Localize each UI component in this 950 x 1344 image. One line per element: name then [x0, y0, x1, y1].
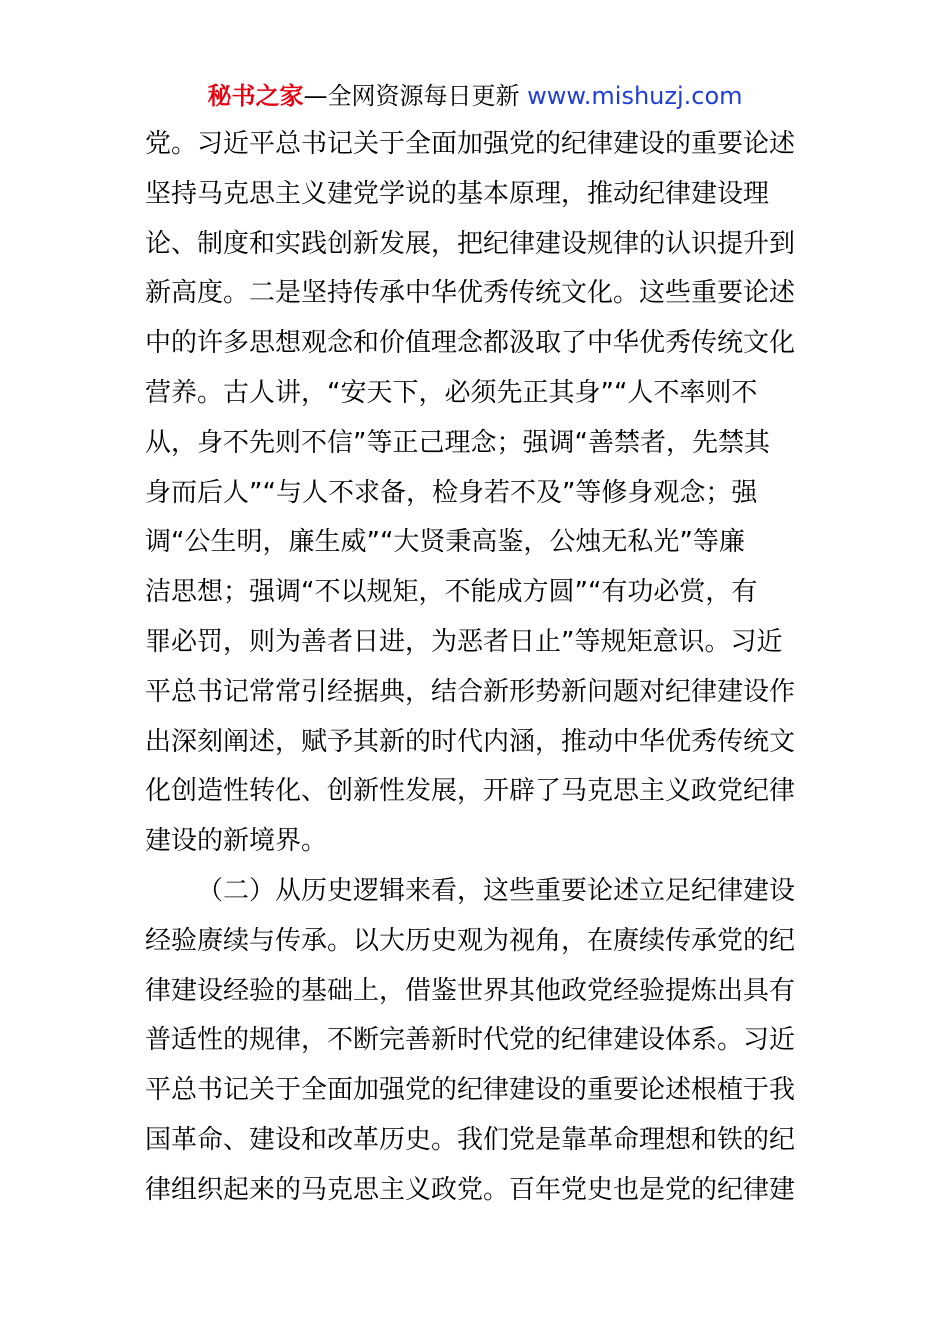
text-line: 律组织起来的马克思主义政党。百年党史也是党的纪律建 [145, 1174, 796, 1205]
text-line: 律建设经验的基础上，借鉴世界其他政党经验提炼出具有 [145, 975, 796, 1006]
text-line: 出深刻阐述，赋予其新的时代内涵，推动中华优秀传统文 [145, 726, 796, 757]
text-line: 平总书记关于全面加强党的纪律建设的重要论述根植于我 [145, 1075, 796, 1106]
text-line: 论、制度和实践创新发展，把纪律建设规律的认识提升到 [145, 228, 796, 259]
text-line: 化创造性转化、创新性发展，开辟了马克思主义政党纪律 [145, 776, 796, 807]
text-line: 中的许多思想观念和价值理念都汲取了中华优秀传统文化 [145, 328, 796, 359]
text-line: 国革命、建设和改革历史。我们党是靠革命理想和铁的纪 [145, 1124, 796, 1155]
site-brand: 秘书之家 [207, 82, 304, 110]
text-line: 普适性的规律，不断完善新时代党的纪律建设体系。习近 [145, 1025, 796, 1056]
text-line: 洁思想；强调“不以规矩，不能成方圆”“有功必赏，有 [145, 577, 758, 608]
text-line: 新高度。二是坚持传承中华优秀传统文化。这些重要论述 [145, 278, 796, 309]
site-header [0, 80, 950, 112]
text-line: 调“公生明，廉生威”“大贤秉高鉴，公烛无私光”等廉 [145, 527, 745, 558]
document-body [145, 120, 809, 1216]
text-line: 从，身不先则不信”等正己理念；强调“善禁者，先禁其 [145, 427, 770, 458]
text-line: 经验赓续与传承。以大历史观为视角，在赓续传承党的纪 [145, 925, 796, 956]
text-line: 身而后人”“与人不求备，检身若不及”等修身观念；强 [145, 477, 758, 508]
text-line: 营养。古人讲，“安天下，必须先正其身”“人不率则不 [145, 377, 758, 408]
text-line: 建设的新境界。 [145, 826, 328, 857]
text-line: 坚持马克思主义建党学说的基本原理，推动纪律建设理 [145, 178, 770, 209]
text-line: 平总书记常常引经据典，结合新形势新问题对纪律建设作 [145, 676, 796, 707]
site-url-link[interactable]: www.mishuzj.com [527, 82, 743, 110]
site-tagline: —全网资源每日更新 [303, 82, 528, 110]
text-line: 党。习近平总书记关于全面加强党的纪律建设的重要论述 [145, 129, 796, 159]
paragraph-start-line: （二）从历史逻辑来看，这些重要论述立足纪律建设 [197, 875, 796, 906]
text-line: 罪必罚，则为善者日进，为恶者日止”等规矩意识。习近 [145, 626, 783, 657]
